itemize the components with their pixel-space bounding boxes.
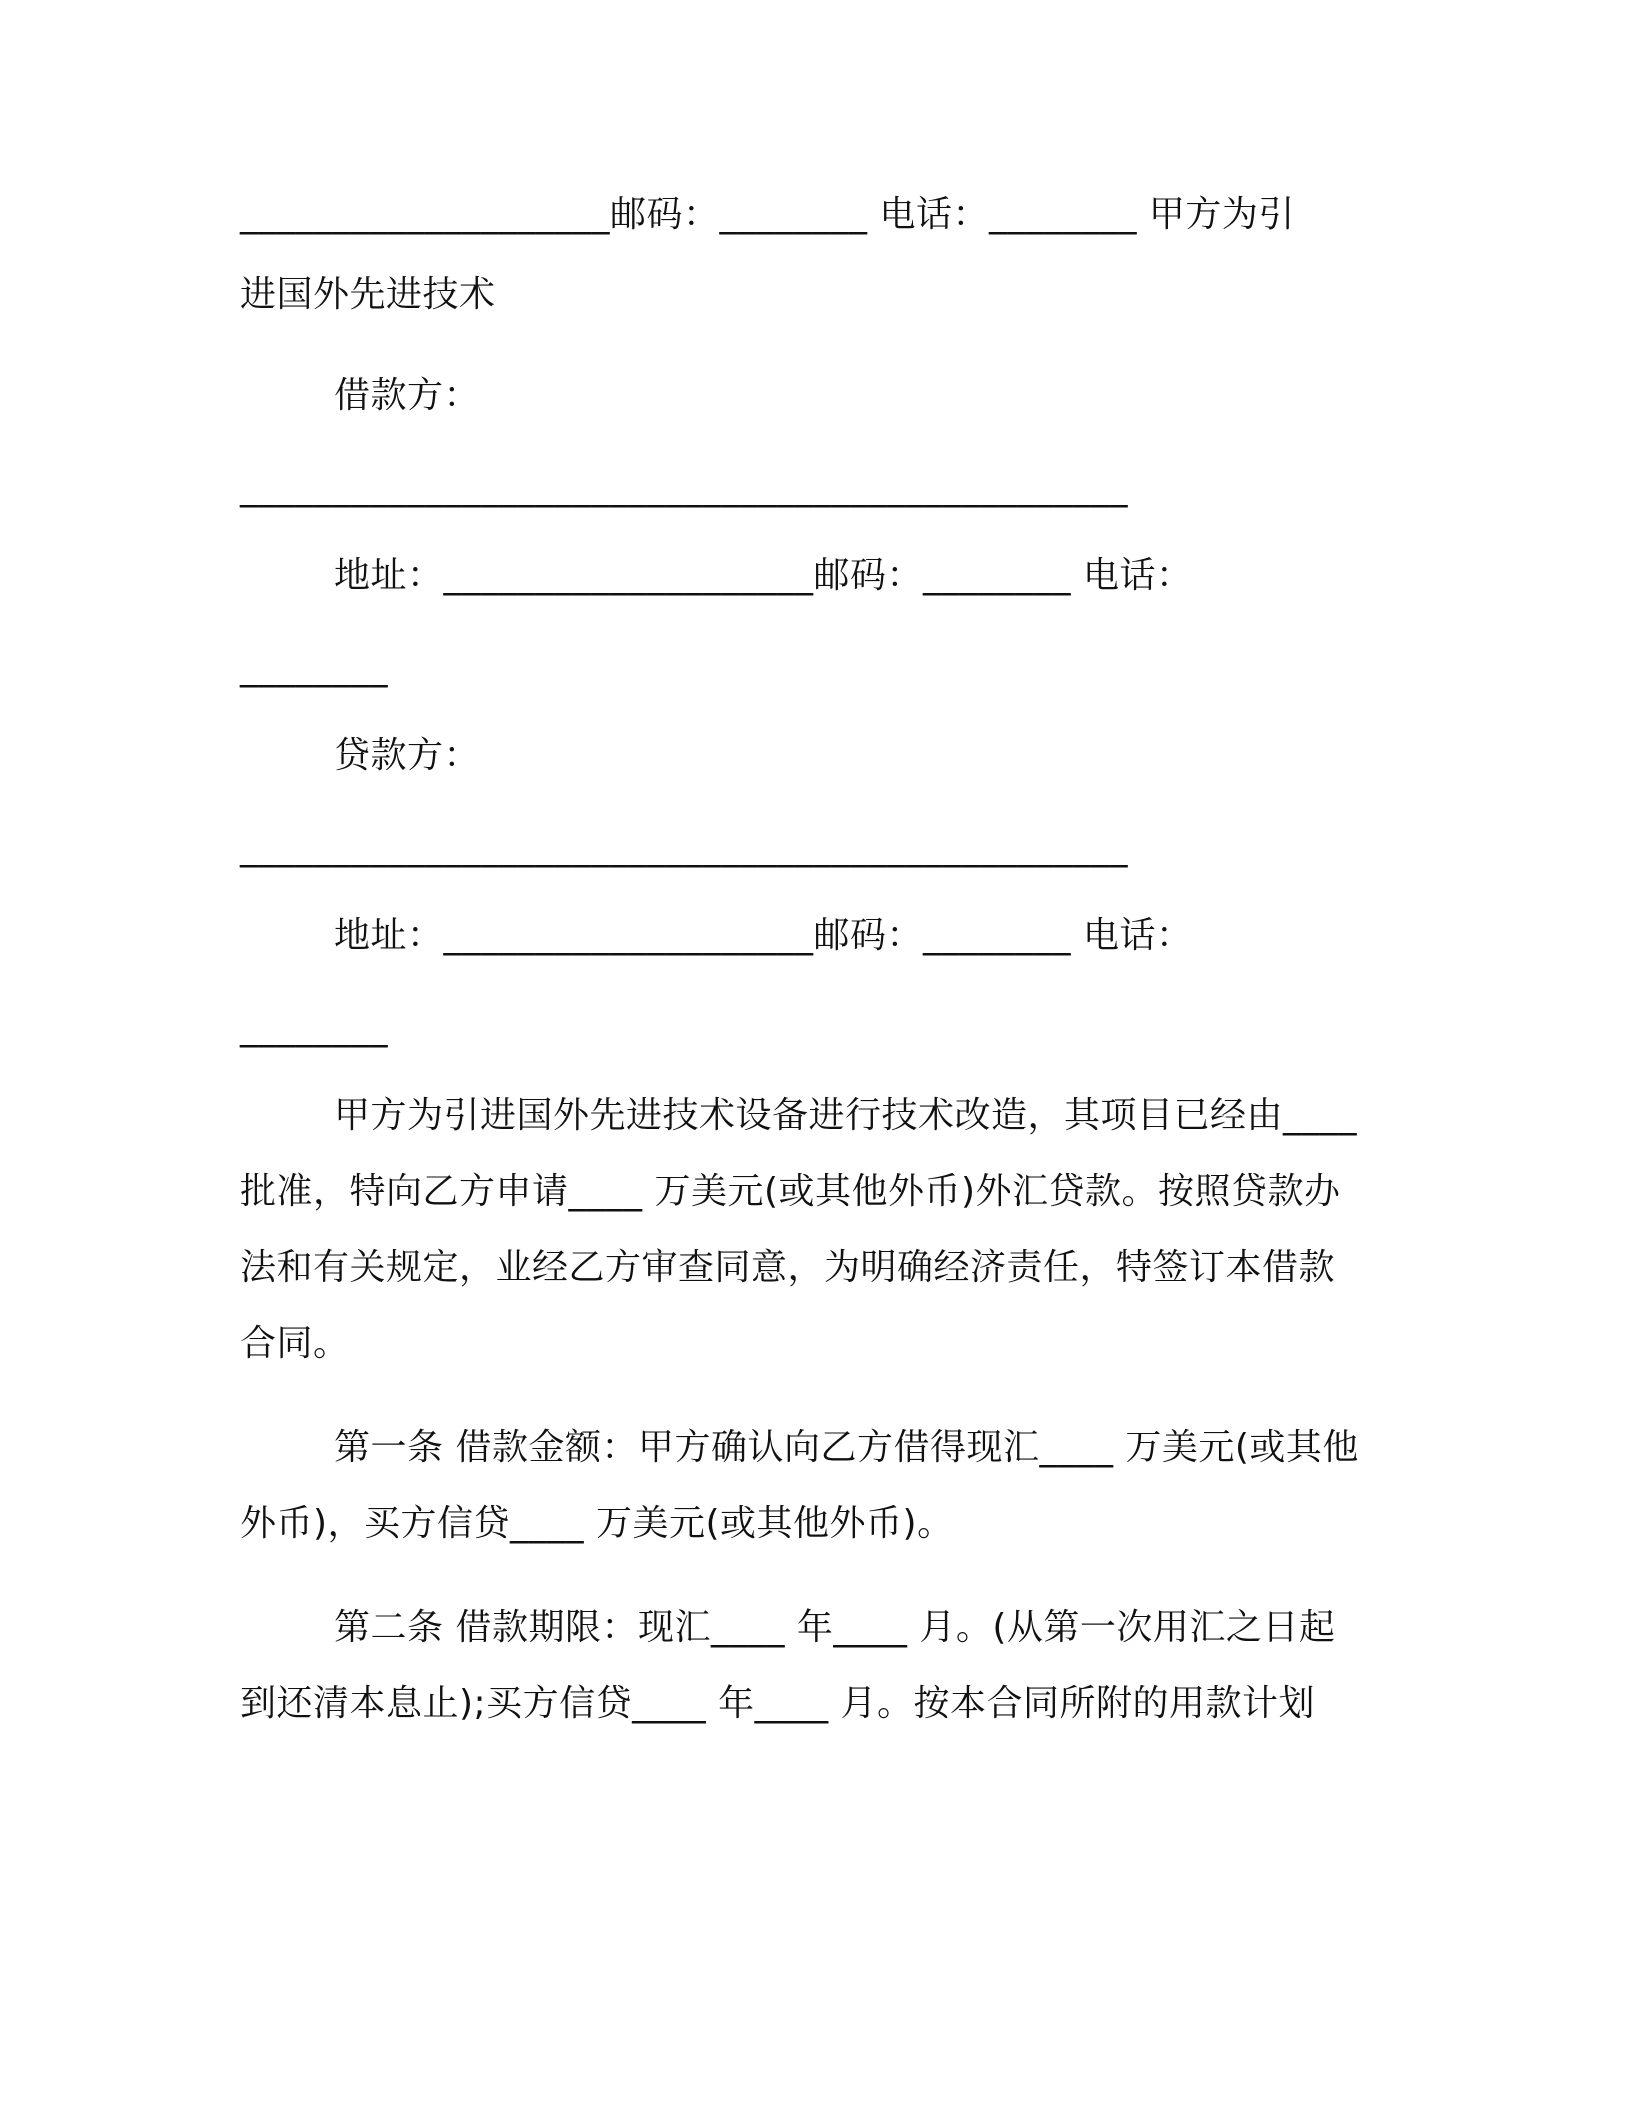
borrower-continuation-line: ____________________邮码：________ 电话：________ 甲方为引 (240, 194, 1295, 235)
lender-address-line: 地址：____________________邮码：________ 电话： (334, 915, 1193, 956)
article-2-line-1: 第二条 借款期限：现汇____ 年____ 月。(从第一次用汇之日起 (334, 1607, 1336, 1648)
borrower-label: 借款方： (334, 375, 481, 416)
article-1-line-1: 第一条 借款金额：甲方确认向乙方借得现汇____ 万美元(或其他 (334, 1427, 1359, 1468)
lender-name-blank: ________________________________________________ (240, 827, 1128, 868)
preamble-line-3: 法和有关规定，业经乙方审查同意，为明确经济责任，特签订本借款 (240, 1247, 1336, 1288)
preamble-line-2: 批准，特向乙方申请____ 万美元(或其他外币)外汇贷款。按照贷款办 (240, 1171, 1341, 1212)
preamble-line-4: 合同。 (240, 1323, 350, 1364)
lender-phone-blank: ________ (240, 1007, 388, 1048)
article-2-line-2: 到还清本息止);买方信贷____ 年____ 月。按本合同所附的用款计划 (240, 1683, 1316, 1724)
preamble-line-1: 甲方为引进国外先进技术设备进行技术改造，其项目已经由____ (334, 1095, 1358, 1136)
borrower-address-line: 地址：____________________邮码：________ 电话： (334, 555, 1193, 596)
article-1-line-2: 外币)，买方信贷____ 万美元(或其他外币)。 (240, 1503, 954, 1544)
lender-label: 贷款方： (334, 735, 481, 776)
borrower-name-blank: ________________________________________________ (240, 467, 1128, 508)
body-text-line: 进国外先进技术 (240, 274, 496, 315)
borrower-phone-blank: ________ (240, 647, 388, 688)
